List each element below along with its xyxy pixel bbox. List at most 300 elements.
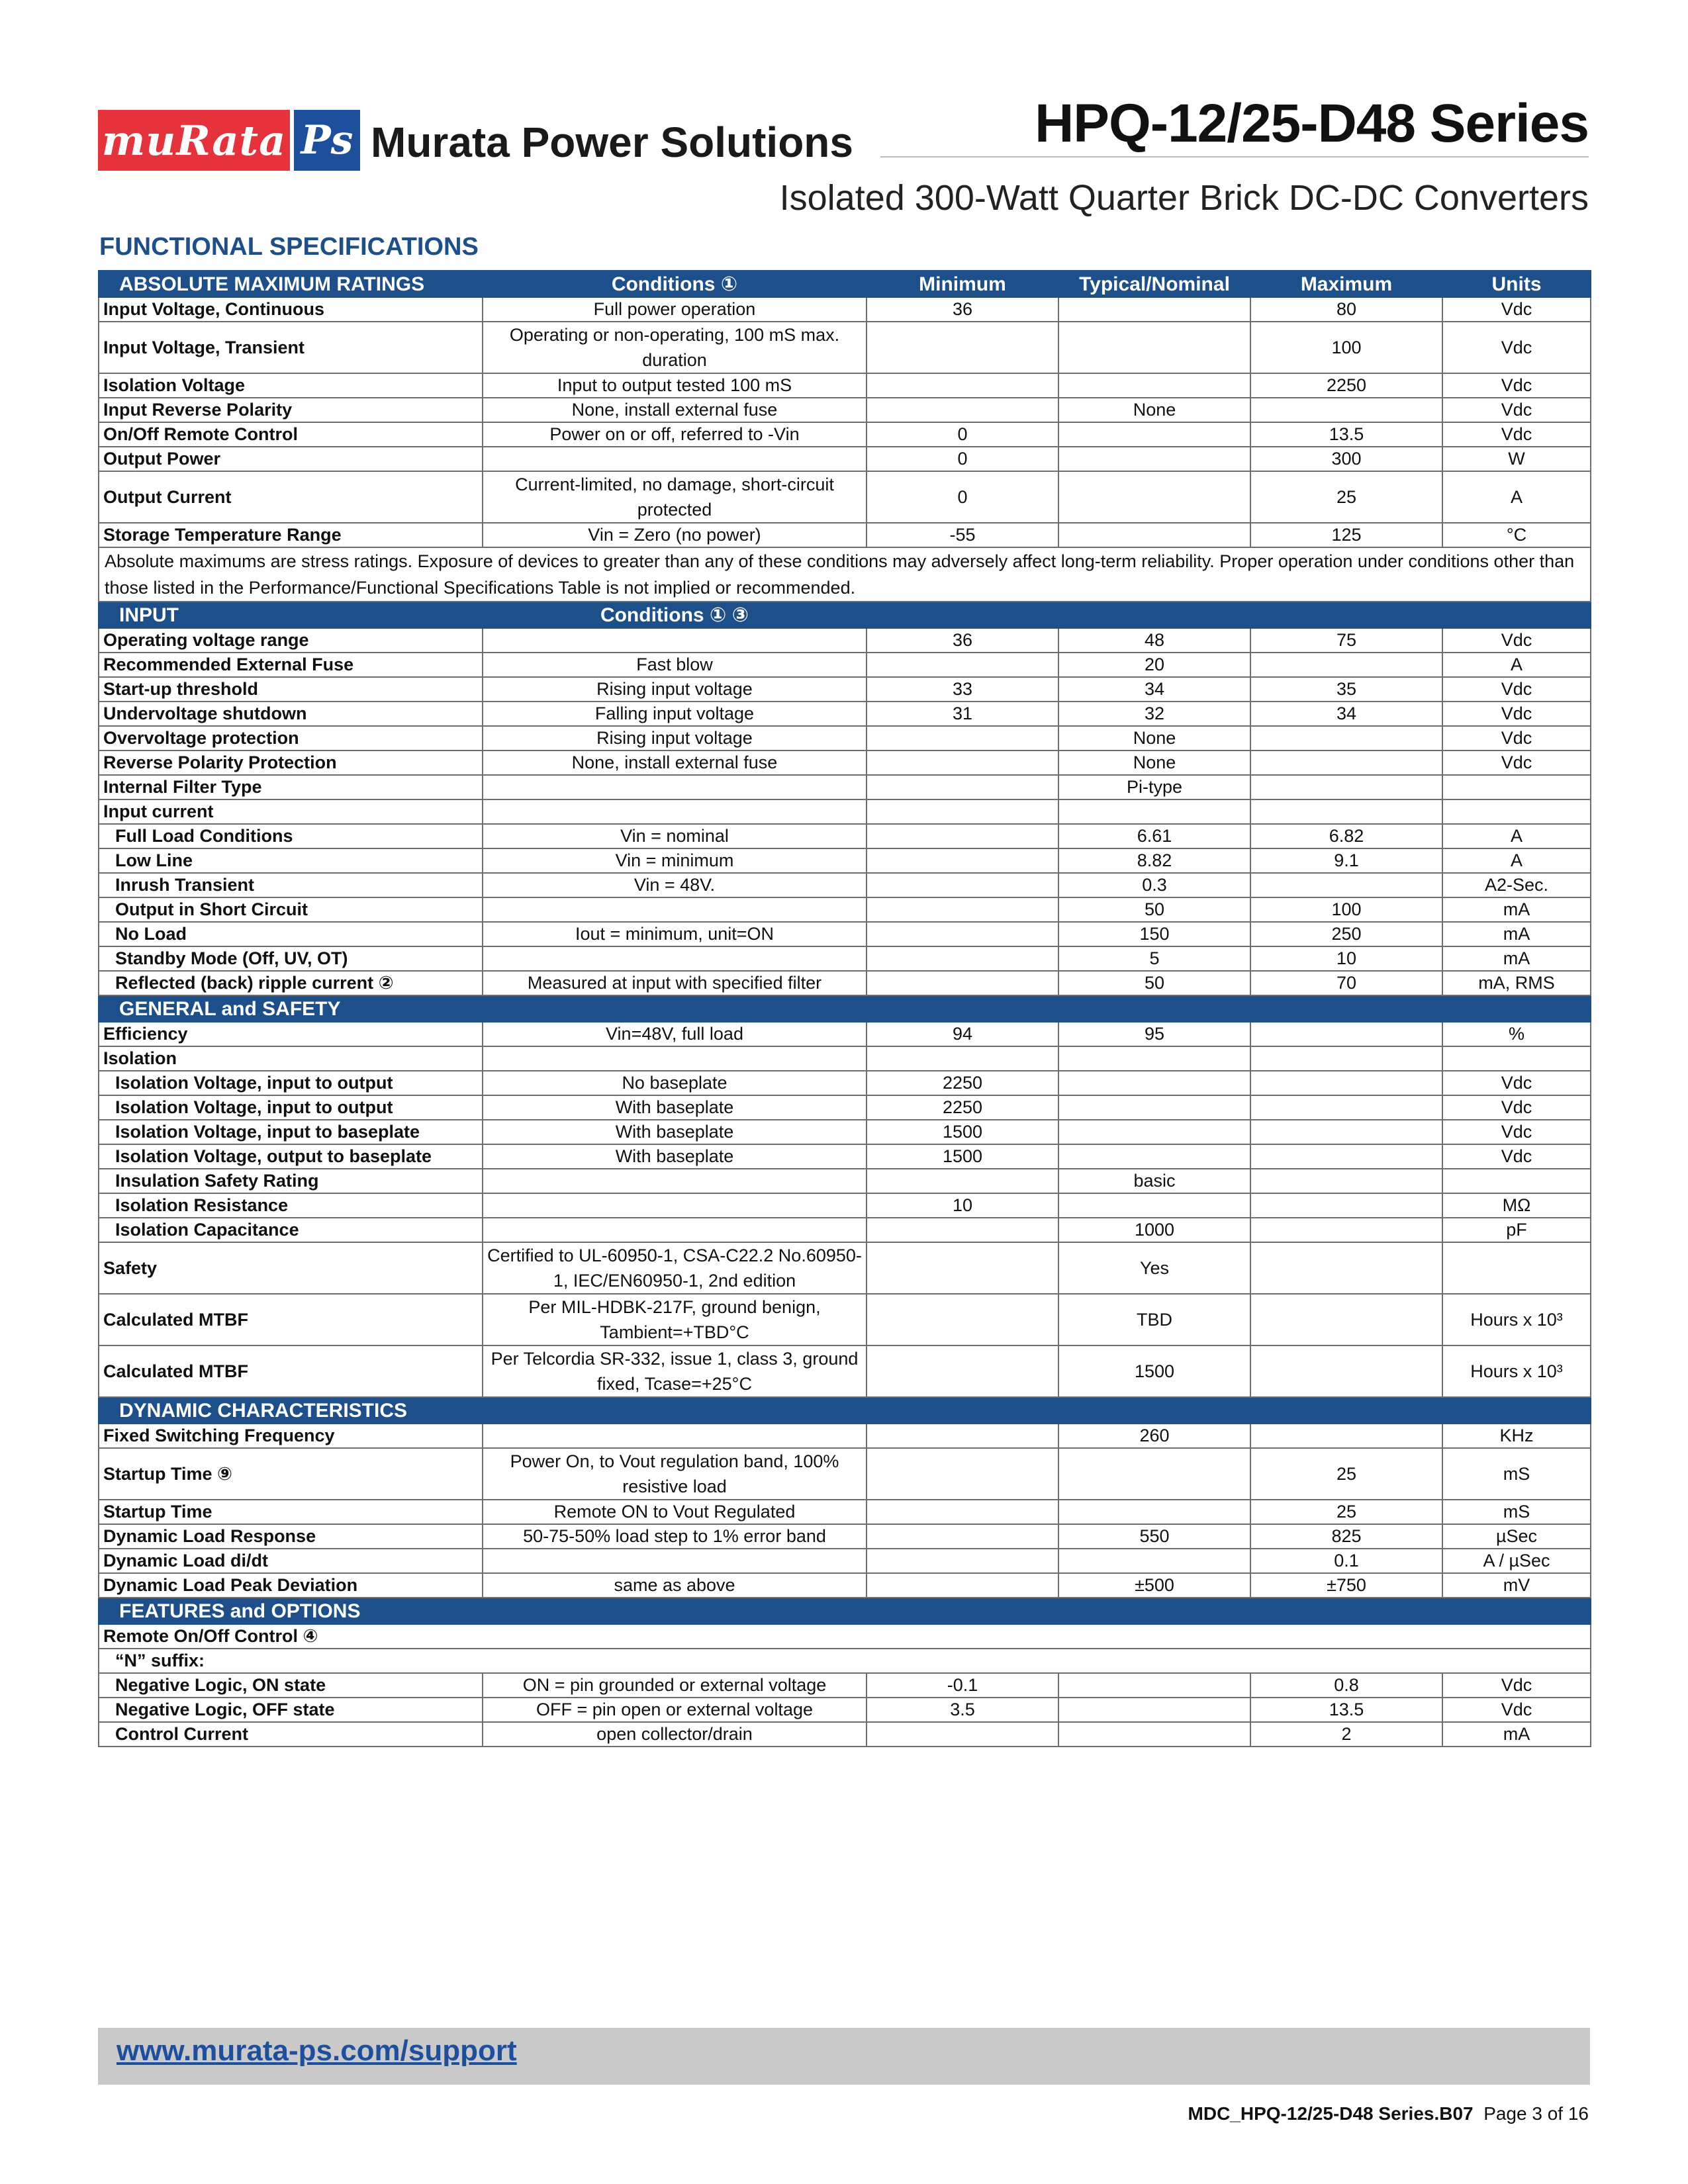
document-id: MDC_HPQ-12/25-D48 Series.B07: [1188, 2103, 1474, 2124]
param-cell: Insulation Safety Rating: [99, 1169, 483, 1193]
minimum-cell: [867, 653, 1058, 677]
param-cell: Isolation Voltage, input to output: [99, 1071, 483, 1095]
typical-cell: Pi-type: [1058, 775, 1250, 799]
conditions-cell: Per Telcordia SR-332, issue 1, class 3, ground fixed, Tcase=+25°C: [483, 1345, 867, 1397]
param-cell: Negative Logic, OFF state: [99, 1698, 483, 1722]
header-cell: Maximum: [1250, 271, 1442, 297]
product-subtitle: Isolated 300-Watt Quarter Brick DC-DC Converters: [779, 178, 1589, 218]
table-row: [99, 653, 1591, 677]
typical-cell: 0.3: [1058, 873, 1250, 897]
param-cell: Startup Time ⑨: [99, 1448, 483, 1500]
empty-cell: [1058, 799, 1250, 824]
param-cell: Input Voltage, Transient: [99, 322, 483, 373]
minimum-cell: 10: [867, 1193, 1058, 1218]
typical-cell: None: [1058, 751, 1250, 775]
maximum-cell: [1250, 653, 1442, 677]
minimum-cell: 2250: [867, 1071, 1058, 1095]
maximum-cell: 34: [1250, 702, 1442, 726]
conditions-cell: Input to output tested 100 mS: [483, 373, 867, 398]
maximum-cell: [1250, 726, 1442, 751]
typical-cell: 95: [1058, 1022, 1250, 1046]
typical-cell: [1058, 1500, 1250, 1524]
maximum-cell: 825: [1250, 1524, 1442, 1549]
units-cell: A: [1442, 653, 1591, 677]
conditions-cell: Power on or off, referred to -Vin: [483, 422, 867, 447]
conditions-cell: Vin = minimum: [483, 848, 867, 873]
units-cell: Vdc: [1442, 322, 1591, 373]
param-cell: Reflected (back) ripple current ②: [99, 971, 483, 995]
header-spacer: [867, 602, 1591, 628]
conditions-cell: Vin=48V, full load: [483, 1022, 867, 1046]
param-cell: Undervoltage shutdown: [99, 702, 483, 726]
minimum-cell: [867, 1524, 1058, 1549]
section-heading: FUNCTIONAL SPECIFICATIONS: [99, 233, 479, 261]
page-number: Page 3 of 16: [1483, 2103, 1589, 2124]
conditions-cell: None, install external fuse: [483, 751, 867, 775]
footer-doc-info: [1188, 2103, 1589, 2124]
group-label-cell: Isolation: [99, 1046, 483, 1071]
ps-logo-mark: Ps: [294, 110, 360, 171]
murata-logo: [98, 110, 360, 171]
param-cell: Output Current: [99, 471, 483, 523]
support-link[interactable]: www.murata-ps.com/support: [117, 2034, 517, 2067]
empty-cell: [1442, 799, 1591, 824]
param-cell: Control Current: [99, 1722, 483, 1747]
param-cell: On/Off Remote Control: [99, 422, 483, 447]
empty-cell: [867, 1046, 1058, 1071]
units-cell: A: [1442, 848, 1591, 873]
table-row: [99, 1022, 1591, 1046]
units-cell: Vdc: [1442, 1095, 1591, 1120]
empty-cell: [1058, 1046, 1250, 1071]
minimum-cell: 2250: [867, 1095, 1058, 1120]
typical-cell: [1058, 447, 1250, 471]
typical-cell: 48: [1058, 628, 1250, 653]
conditions-cell: Rising input voltage: [483, 677, 867, 702]
maximum-cell: 80: [1250, 297, 1442, 322]
minimum-cell: 33: [867, 677, 1058, 702]
maximum-cell: 2: [1250, 1722, 1442, 1747]
empty-cell: [1250, 1046, 1442, 1071]
minimum-cell: [867, 848, 1058, 873]
table-row: [99, 322, 1591, 373]
minimum-cell: [867, 1424, 1058, 1448]
param-cell: Low Line: [99, 848, 483, 873]
param-cell: Recommended External Fuse: [99, 653, 483, 677]
units-cell: °C: [1442, 523, 1591, 547]
minimum-cell: 1500: [867, 1144, 1058, 1169]
minimum-cell: 36: [867, 297, 1058, 322]
maximum-cell: 300: [1250, 447, 1442, 471]
conditions-cell: Current-limited, no damage, short-circuit protected: [483, 471, 867, 523]
param-cell: Calculated MTBF: [99, 1294, 483, 1345]
units-cell: Vdc: [1442, 628, 1591, 653]
param-cell: Isolation Voltage, output to baseplate: [99, 1144, 483, 1169]
table-row: [99, 677, 1591, 702]
minimum-cell: [867, 873, 1058, 897]
minimum-cell: [867, 897, 1058, 922]
param-cell: Fixed Switching Frequency: [99, 1424, 483, 1448]
header-spacer: [483, 1397, 1591, 1424]
table-row: [99, 1071, 1591, 1095]
typical-cell: 150: [1058, 922, 1250, 946]
minimum-cell: [867, 922, 1058, 946]
typical-cell: ±500: [1058, 1573, 1250, 1598]
minimum-cell: [867, 322, 1058, 373]
minimum-cell: [867, 726, 1058, 751]
minimum-cell: [867, 1573, 1058, 1598]
minimum-cell: 94: [867, 1022, 1058, 1046]
empty-cell: [1250, 799, 1442, 824]
typical-cell: [1058, 523, 1250, 547]
typical-cell: [1058, 422, 1250, 447]
minimum-cell: [867, 398, 1058, 422]
murata-logo-mark: muRata: [98, 110, 290, 171]
typical-cell: None: [1058, 726, 1250, 751]
table-row: [99, 1193, 1591, 1218]
typical-cell: 1500: [1058, 1345, 1250, 1397]
param-cell: Input Reverse Polarity: [99, 398, 483, 422]
maximum-cell: [1250, 1071, 1442, 1095]
typical-cell: [1058, 1144, 1250, 1169]
param-cell: No Load: [99, 922, 483, 946]
conditions-cell: Fast blow: [483, 653, 867, 677]
table-row: [99, 873, 1591, 897]
typical-cell: [1058, 373, 1250, 398]
conditions-cell: None, install external fuse: [483, 398, 867, 422]
typical-cell: [1058, 1673, 1250, 1698]
maximum-cell: [1250, 398, 1442, 422]
minimum-cell: [867, 1500, 1058, 1524]
section-header-cell: INPUT: [99, 602, 483, 628]
maximum-cell: ±750: [1250, 1573, 1442, 1598]
typical-cell: 32: [1058, 702, 1250, 726]
units-cell: Vdc: [1442, 297, 1591, 322]
title-divider: [880, 156, 1589, 158]
conditions-cell: Falling input voltage: [483, 702, 867, 726]
units-cell: Vdc: [1442, 726, 1591, 751]
maximum-cell: 25: [1250, 471, 1442, 523]
header-cell: Conditions ①: [483, 271, 867, 297]
minimum-cell: 31: [867, 702, 1058, 726]
minimum-cell: [867, 1549, 1058, 1573]
units-cell: %: [1442, 1022, 1591, 1046]
typical-cell: [1058, 297, 1250, 322]
conditions-cell: [483, 775, 867, 799]
minimum-cell: [867, 1722, 1058, 1747]
param-cell: Output Power: [99, 447, 483, 471]
typical-cell: [1058, 1448, 1250, 1500]
maximum-cell: 250: [1250, 922, 1442, 946]
abs-max-note: Absolute maximums are stress ratings. Exposure of devices to greater than any of these conditions may adversely affect long-term reliability. Proper operation under conditions other than those listed in the Performance/Functional Specifications Table is not implied or recommended.: [99, 547, 1591, 602]
units-cell: mA: [1442, 897, 1591, 922]
table-row: [99, 1698, 1591, 1722]
company-name: Murata Power Solutions: [371, 118, 853, 166]
conditions-cell: ON = pin grounded or external voltage: [483, 1673, 867, 1698]
header-cell: Conditions ① ③: [483, 602, 867, 628]
page-header: [0, 0, 1688, 261]
maximum-cell: 75: [1250, 628, 1442, 653]
units-cell: mA: [1442, 946, 1591, 971]
units-cell: mV: [1442, 1573, 1591, 1598]
units-cell: A: [1442, 824, 1591, 848]
table-row: [99, 1673, 1591, 1698]
conditions-cell: Full power operation: [483, 297, 867, 322]
typical-cell: 5: [1058, 946, 1250, 971]
conditions-cell: Per MIL-HDBK-217F, ground benign, Tambient=+TBD°C: [483, 1294, 867, 1345]
empty-cell: [483, 1046, 867, 1071]
maximum-cell: [1250, 1120, 1442, 1144]
typical-cell: [1058, 1071, 1250, 1095]
minimum-cell: [867, 1448, 1058, 1500]
table-row: [99, 1294, 1591, 1345]
units-cell: Vdc: [1442, 398, 1591, 422]
input-current-label-row: [99, 799, 1591, 824]
typical-cell: 8.82: [1058, 848, 1250, 873]
table-row: [99, 726, 1591, 751]
typical-cell: [1058, 1193, 1250, 1218]
table-row: [99, 1345, 1591, 1397]
minimum-cell: [867, 1218, 1058, 1242]
general-safety-header: [99, 995, 1591, 1022]
isolation-label-row: [99, 1046, 1591, 1071]
maximum-cell: 9.1: [1250, 848, 1442, 873]
header-cell: ABSOLUTE MAXIMUM RATINGS: [99, 271, 483, 297]
units-cell: Vdc: [1442, 1698, 1591, 1722]
features-options-header: [99, 1598, 1591, 1624]
param-cell: Dynamic Load Peak Deviation: [99, 1573, 483, 1598]
minimum-cell: [867, 1242, 1058, 1294]
typical-cell: 550: [1058, 1524, 1250, 1549]
group-label-cell: Remote On/Off Control ④: [99, 1624, 1591, 1649]
group-label-cell: “N” suffix:: [99, 1649, 1591, 1673]
group-label-cell: Input current: [99, 799, 483, 824]
table-row: [99, 1169, 1591, 1193]
typical-cell: [1058, 471, 1250, 523]
param-cell: Output in Short Circuit: [99, 897, 483, 922]
units-cell: Vdc: [1442, 373, 1591, 398]
maximum-cell: [1250, 1022, 1442, 1046]
input-header: [99, 602, 1591, 628]
empty-cell: [483, 799, 867, 824]
maximum-cell: [1250, 751, 1442, 775]
units-cell: A / µSec: [1442, 1549, 1591, 1573]
param-cell: Standby Mode (Off, UV, OT): [99, 946, 483, 971]
param-cell: Full Load Conditions: [99, 824, 483, 848]
units-cell: pF: [1442, 1218, 1591, 1242]
maximum-cell: [1250, 1424, 1442, 1448]
minimum-cell: -55: [867, 523, 1058, 547]
param-cell: Calculated MTBF: [99, 1345, 483, 1397]
header-cell: Minimum: [867, 271, 1058, 297]
maximum-cell: 13.5: [1250, 1698, 1442, 1722]
table-row: [99, 398, 1591, 422]
param-cell: Isolation Voltage, input to output: [99, 1095, 483, 1120]
param-cell: Isolation Capacitance: [99, 1218, 483, 1242]
units-cell: [1442, 1242, 1591, 1294]
minimum-cell: [867, 775, 1058, 799]
table-row: [99, 824, 1591, 848]
table-row: [99, 922, 1591, 946]
table-row: [99, 1120, 1591, 1144]
table-row: [99, 628, 1591, 653]
minimum-cell: [867, 1169, 1058, 1193]
maximum-cell: 0.1: [1250, 1549, 1442, 1573]
table-row: [99, 1500, 1591, 1524]
maximum-cell: 10: [1250, 946, 1442, 971]
minimum-cell: [867, 373, 1058, 398]
series-title: HPQ-12/25-D48 Series: [1035, 93, 1589, 154]
minimum-cell: [867, 1294, 1058, 1345]
conditions-cell: [483, 628, 867, 653]
table-row: [99, 422, 1591, 447]
minimum-cell: -0.1: [867, 1673, 1058, 1698]
conditions-cell: No baseplate: [483, 1071, 867, 1095]
minimum-cell: 0: [867, 471, 1058, 523]
table-row: [99, 1722, 1591, 1747]
units-cell: Hours x 10³: [1442, 1294, 1591, 1345]
minimum-cell: 3.5: [867, 1698, 1058, 1722]
minimum-cell: [867, 824, 1058, 848]
minimum-cell: 0: [867, 422, 1058, 447]
empty-cell: [1442, 1046, 1591, 1071]
maximum-cell: 100: [1250, 322, 1442, 373]
header-cell: Typical/Nominal: [1058, 271, 1250, 297]
table-row: [99, 447, 1591, 471]
absolute-max-header: [99, 271, 1591, 297]
typical-cell: TBD: [1058, 1294, 1250, 1345]
conditions-cell: [483, 1549, 867, 1573]
maximum-cell: [1250, 1095, 1442, 1120]
units-cell: µSec: [1442, 1524, 1591, 1549]
table-row: [99, 1242, 1591, 1294]
conditions-cell: 50-75-50% load step to 1% error band: [483, 1524, 867, 1549]
table-row: [99, 1144, 1591, 1169]
param-cell: Safety: [99, 1242, 483, 1294]
conditions-cell: OFF = pin open or external voltage: [483, 1698, 867, 1722]
conditions-cell: [483, 447, 867, 471]
table-row: [99, 471, 1591, 523]
table-row: [99, 1218, 1591, 1242]
typical-cell: basic: [1058, 1169, 1250, 1193]
param-cell: Startup Time: [99, 1500, 483, 1524]
param-cell: Input Voltage, Continuous: [99, 297, 483, 322]
minimum-cell: [867, 1345, 1058, 1397]
table-row: [99, 297, 1591, 322]
maximum-cell: [1250, 1169, 1442, 1193]
functional-specifications-table: [98, 270, 1591, 1747]
maximum-cell: [1250, 775, 1442, 799]
conditions-cell: same as above: [483, 1573, 867, 1598]
units-cell: Vdc: [1442, 422, 1591, 447]
table-row: [99, 373, 1591, 398]
units-cell: mA: [1442, 922, 1591, 946]
maximum-cell: 2250: [1250, 373, 1442, 398]
table-row: [99, 1573, 1591, 1598]
units-cell: Vdc: [1442, 702, 1591, 726]
header-spacer: [483, 1598, 1591, 1624]
param-cell: Operating voltage range: [99, 628, 483, 653]
conditions-cell: [483, 946, 867, 971]
table-row: [99, 523, 1591, 547]
maximum-cell: 70: [1250, 971, 1442, 995]
maximum-cell: 35: [1250, 677, 1442, 702]
param-cell: Negative Logic, ON state: [99, 1673, 483, 1698]
units-cell: KHz: [1442, 1424, 1591, 1448]
table-row: [99, 751, 1591, 775]
remote-onoff-label-row: [99, 1624, 1591, 1649]
maximum-cell: [1250, 1218, 1442, 1242]
param-cell: Storage Temperature Range: [99, 523, 483, 547]
maximum-cell: [1250, 1242, 1442, 1294]
typical-cell: [1058, 322, 1250, 373]
units-cell: A: [1442, 471, 1591, 523]
units-cell: [1442, 775, 1591, 799]
conditions-cell: [483, 897, 867, 922]
maximum-cell: [1250, 873, 1442, 897]
minimum-cell: 36: [867, 628, 1058, 653]
typical-cell: None: [1058, 398, 1250, 422]
units-cell: Vdc: [1442, 1144, 1591, 1169]
typical-cell: 6.61: [1058, 824, 1250, 848]
empty-cell: [867, 799, 1058, 824]
maximum-cell: [1250, 1193, 1442, 1218]
minimum-cell: [867, 751, 1058, 775]
typical-cell: 20: [1058, 653, 1250, 677]
minimum-cell: [867, 971, 1058, 995]
conditions-cell: With baseplate: [483, 1120, 867, 1144]
table-row: [99, 848, 1591, 873]
typical-cell: Yes: [1058, 1242, 1250, 1294]
units-cell: MΩ: [1442, 1193, 1591, 1218]
maximum-cell: 125: [1250, 523, 1442, 547]
conditions-cell: Rising input voltage: [483, 726, 867, 751]
conditions-cell: With baseplate: [483, 1144, 867, 1169]
table-row: [99, 971, 1591, 995]
units-cell: Vdc: [1442, 1071, 1591, 1095]
conditions-cell: Iout = minimum, unit=ON: [483, 922, 867, 946]
minimum-cell: [867, 946, 1058, 971]
table-row: [99, 946, 1591, 971]
minimum-cell: 1500: [867, 1120, 1058, 1144]
table-row: [99, 1549, 1591, 1573]
maximum-cell: [1250, 1144, 1442, 1169]
header-spacer: [483, 995, 1591, 1022]
section-header-cell: GENERAL and SAFETY: [99, 995, 483, 1022]
units-cell: mS: [1442, 1500, 1591, 1524]
typical-cell: [1058, 1698, 1250, 1722]
conditions-cell: With baseplate: [483, 1095, 867, 1120]
units-cell: mS: [1442, 1448, 1591, 1500]
typical-cell: 50: [1058, 971, 1250, 995]
conditions-cell: [483, 1193, 867, 1218]
units-cell: [1442, 1169, 1591, 1193]
units-cell: Vdc: [1442, 1120, 1591, 1144]
typical-cell: [1058, 1549, 1250, 1573]
n-suffix-label-row: [99, 1649, 1591, 1673]
conditions-cell: [483, 1424, 867, 1448]
typical-cell: 34: [1058, 677, 1250, 702]
section-header-cell: FEATURES and OPTIONS: [99, 1598, 483, 1624]
units-cell: mA, RMS: [1442, 971, 1591, 995]
param-cell: Reverse Polarity Protection: [99, 751, 483, 775]
param-cell: Dynamic Load di/dt: [99, 1549, 483, 1573]
param-cell: Isolation Voltage, input to baseplate: [99, 1120, 483, 1144]
units-cell: mA: [1442, 1722, 1591, 1747]
maximum-cell: 0.8: [1250, 1673, 1442, 1698]
units-cell: Vdc: [1442, 751, 1591, 775]
param-cell: Efficiency: [99, 1022, 483, 1046]
